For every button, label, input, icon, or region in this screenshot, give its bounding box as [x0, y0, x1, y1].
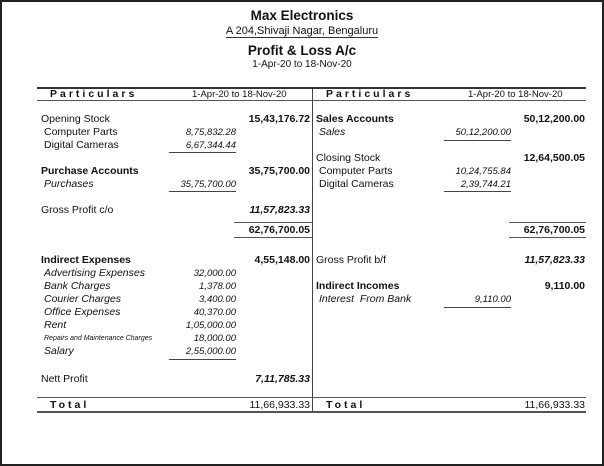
left-subtotal: 62,76,700.05: [248, 224, 310, 236]
opening-digital-cameras-amount: 6,67,344.44: [185, 140, 236, 151]
total-bottom-rule: [37, 411, 586, 413]
expense-amount: 1,05,000.00: [185, 320, 236, 331]
closing-stock-label: Closing Stock: [316, 152, 381, 164]
sales-accounts-total: 50,12,200.00: [523, 113, 585, 125]
sales-label: Sales: [319, 126, 346, 138]
gross-profit-co-label: Gross Profit c/o: [41, 204, 114, 216]
expense-label: Advertising Expenses: [44, 267, 145, 279]
rule: [444, 140, 511, 141]
indirect-expenses-total: 4,55,148.00: [254, 254, 310, 266]
company-name: Max Electronics: [250, 8, 354, 23]
rule: [169, 191, 236, 192]
col-header-right-particulars: Particulars: [326, 88, 414, 100]
expense-label: Salary: [44, 345, 74, 357]
report-title: Profit & Loss A/c: [247, 43, 357, 58]
column-divider: [312, 89, 313, 412]
closing-computer-parts-amount: 10,24,755.84: [455, 166, 511, 177]
expense-amount: 40,370.00: [193, 307, 236, 318]
expense-label: Office Expenses: [44, 306, 121, 318]
nett-profit-label: Nett Profit: [41, 373, 88, 385]
expense-label: Rent: [44, 319, 67, 331]
purchase-accounts-label: Purchase Accounts: [41, 165, 139, 177]
closing-digital-cameras-amount: 2,39,744.21: [460, 179, 511, 190]
sales-accounts-label: Sales Accounts: [316, 113, 394, 125]
rule: [444, 191, 511, 192]
indirect-incomes-total: 9,110.00: [544, 280, 585, 292]
right-subtotal: 62,76,700.05: [523, 224, 585, 236]
opening-digital-cameras-label: Digital Cameras: [44, 139, 119, 151]
rule: [234, 222, 312, 223]
expense-label: Bank Charges: [44, 280, 111, 292]
indirect-incomes-label: Indirect Incomes: [316, 280, 400, 292]
indirect-expenses-label: Indirect Expenses: [41, 254, 131, 266]
total-top-rule: [37, 397, 586, 398]
col-header-left-period: 1-Apr-20 to 18-Nov-20: [192, 89, 287, 100]
col-header-left-particulars: Particulars: [50, 88, 138, 100]
interest-from-bank-label: Interest From Bank: [319, 293, 412, 305]
closing-digital-cameras-label: Digital Cameras: [319, 178, 394, 190]
left-total-amount: 11,66,933.33: [249, 399, 310, 411]
expense-label: Courier Charges: [44, 293, 122, 305]
gross-profit-co-amount: 11,57,823.33: [249, 204, 310, 216]
rule: [234, 237, 312, 238]
opening-stock-total: 15,43,176.72: [248, 113, 310, 125]
left-total-label: Total: [50, 399, 90, 411]
opening-stock-label: Opening Stock: [41, 113, 110, 125]
opening-computer-parts-label: Computer Parts: [44, 126, 118, 138]
nett-profit-amount: 7,11,785.33: [255, 373, 310, 385]
rule: [509, 237, 586, 238]
report-period: 1-Apr-20 to 18-Nov-20: [252, 59, 352, 70]
opening-computer-parts-amount: 8,75,832.28: [185, 127, 236, 138]
right-total-label: Total: [326, 399, 366, 411]
closing-computer-parts-label: Computer Parts: [319, 165, 393, 177]
interest-from-bank-amount: 9,110.00: [474, 294, 511, 305]
expense-amount: 18,000.00: [193, 333, 236, 344]
gross-profit-bf-amount: 11,57,823.33: [524, 254, 585, 266]
sales-amount: 50,12,200.00: [455, 127, 511, 138]
purchase-accounts-total: 35,75,700.00: [248, 165, 310, 177]
expense-label: Repairs and Maintenance Charges: [44, 335, 153, 342]
expense-amount: 32,000.00: [193, 268, 236, 279]
expense-amount: 1,378.00: [199, 281, 236, 292]
rule: [444, 307, 511, 308]
purchases-label: Purchases: [44, 178, 94, 190]
rule: [169, 359, 236, 360]
right-total-amount: 11,66,933.33: [524, 399, 585, 411]
company-address: A 204,Shivaji Nagar, Bengaluru: [225, 25, 379, 37]
closing-stock-total: 12,64,500.05: [523, 152, 585, 164]
expense-amount: 2,55,000.00: [185, 346, 236, 357]
rule: [509, 222, 586, 223]
col-header-right-period: 1-Apr-20 to 18-Nov-20: [468, 89, 563, 100]
rule: [169, 152, 236, 153]
purchases-amount: 35,75,700.00: [180, 179, 236, 190]
expense-amount: 3,400.00: [199, 294, 236, 305]
gross-profit-bf-label: Gross Profit b/f: [316, 254, 387, 266]
